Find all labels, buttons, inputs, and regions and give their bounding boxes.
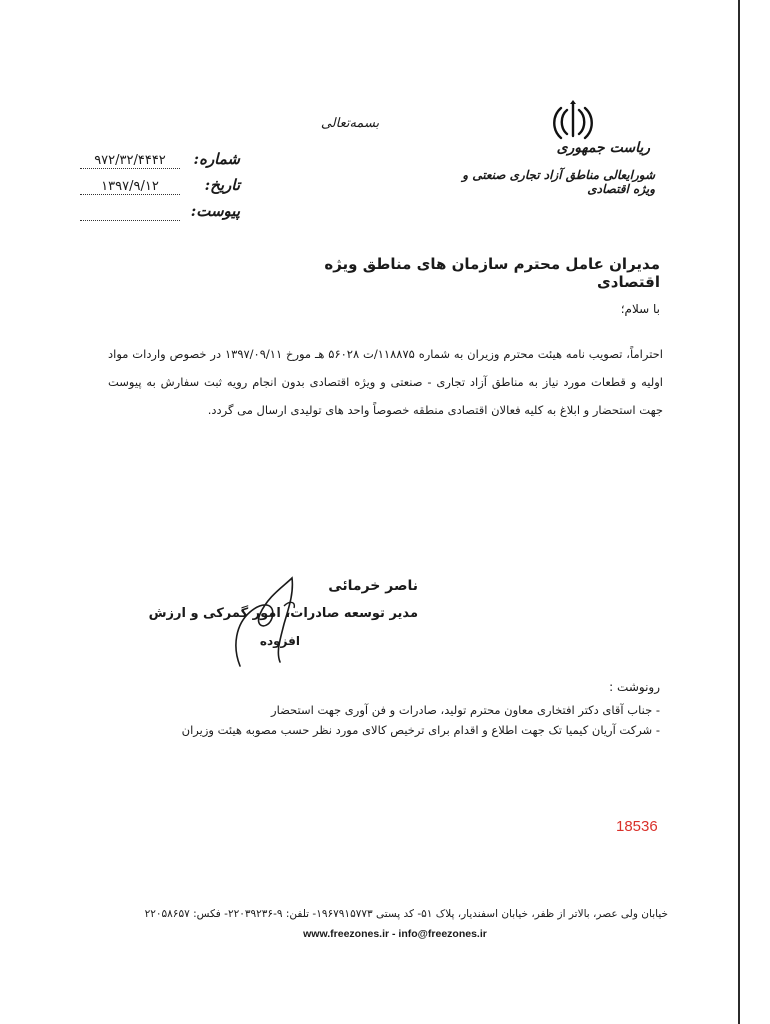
signatory-title: مدیر توسعه صادرات، امور گمرکی و ارزش [148,606,418,621]
cc-list [170,700,660,740]
signatory-title-continuation: افزوده [259,634,300,648]
letter-date-label: تاریخ: [204,176,240,194]
attachment-row [60,202,240,221]
letter-number-label: شماره: [193,150,240,168]
footer-address: خیابان ولی عصر، بالاتر از ظفر، خیابان اسفندیار، پلاک ۵۱- کد پستی ۱۹۶۷۹۱۵۷۷۳- تلفن: ۹-۲۲۰۳۹۲۳۶- فکس: ۲۲۰۵۸۶۵۷ [144,908,668,920]
org-subtitle: شورایعالی مناطق آزاد تجاری صنعتی و ویژه اقتصادی [462,168,655,196]
letter-date-row [60,176,240,195]
greeting: با سلام؛ [620,302,660,316]
cc-label: رونوشت : [609,680,660,694]
footer-web-email: www.freezones.ir - info@freezones.ir [303,928,487,940]
scan-edge-line [738,0,740,1024]
stamp-number: 18536 [616,818,658,835]
letter-date-value: ۱۳۹۷/۹/۱۲ [80,179,180,195]
signatory-name: ناصر خرمائی [328,578,418,594]
signature-block [148,578,430,668]
org-title: ریاست جمهوری [556,140,650,156]
attachment-value [80,205,180,221]
cc-item: - جناب آقای دکتر افتخاری معاون محترم تولید، صادرات و فن آوری جهت استحضار [170,700,660,720]
attachment-label: پیوست: [190,202,240,220]
iran-emblem-icon [548,100,598,142]
letter-number-row [60,150,240,169]
cc-item: - شرکت آریان کیمیا تک جهت اطلاع و اقدام برای ترخیص کالای مورد نظر حسب مصوبه هیئت وزیران [170,720,660,740]
letter-number-value: ۹۷۲/۳۲/۴۴۴۲ [80,153,180,169]
bismillah-heading: بسمه‌تعالی [320,116,380,131]
letter-body: احتراماً، تصویب نامه هیئت محترم وزیران به شماره ۱۱۸۸۷۵/ت ۵۶۰۲۸ هـ مورخ ۱۳۹۷/۰۹/۱۱ در خصوص واردات مواد اولیه و قطعات مورد نیاز به مناطق آزاد تجاری - صنعتی و ویژه اقتصادی بدون انجام رویه ثبت سفارش به پیوست جهت استحضار و ابلاغ به کلیه فعالان اقتصادی منطقه خصوصاً واحد های تولیدی ارسال می گردد. [108,347,663,417]
recipient-heading: مدیران عامل محترم سازمان های مناطق ویژه اقتصادی [324,255,660,291]
